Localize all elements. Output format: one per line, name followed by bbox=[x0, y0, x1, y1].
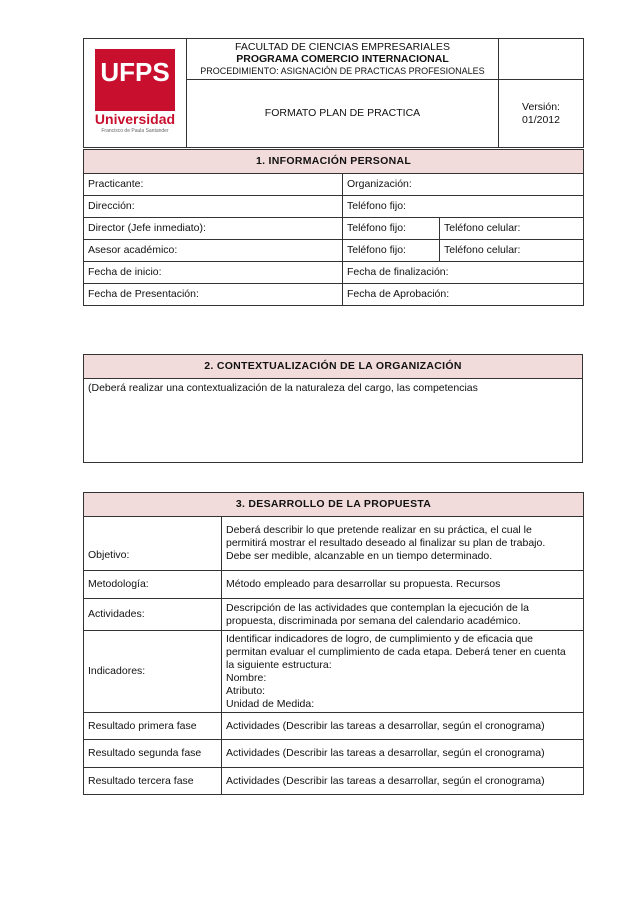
proposal-row-content[interactable] bbox=[222, 599, 584, 631]
program-name: PROGRAMA COMERCIO INTERNACIONAL bbox=[236, 53, 449, 65]
header-titles bbox=[187, 39, 499, 80]
header-blank-cell bbox=[499, 39, 584, 80]
practicante-field[interactable]: Practicante: bbox=[84, 174, 343, 196]
format-title: FORMATO PLAN DE PRACTICA bbox=[187, 80, 499, 148]
proposal-line: Atributo: bbox=[226, 684, 266, 697]
proposal-row-label: Resultado primera fase bbox=[84, 713, 222, 740]
proposal-row-content[interactable] bbox=[222, 631, 584, 713]
proposal-row bbox=[84, 599, 584, 631]
proposal-row bbox=[84, 713, 584, 740]
proposal-row-content[interactable] bbox=[222, 740, 584, 768]
fecha-presentacion-field[interactable]: Fecha de Presentación: bbox=[84, 284, 343, 306]
proposal-row-label: Actividades: bbox=[84, 599, 222, 631]
proposal-row-label: Objetivo: bbox=[84, 517, 222, 571]
proposal-row-label: Resultado tercera fase bbox=[84, 768, 222, 795]
director-field[interactable]: Director (Jefe inmediato): bbox=[84, 218, 343, 240]
proposal-line: Descripción de las actividades que contemplan la ejecución de la bbox=[226, 601, 529, 614]
asesor-telefono-fijo-field[interactable]: Teléfono fijo: bbox=[343, 240, 440, 262]
proposal-line: Método empleado para desarrollar su propuesta. Recursos bbox=[226, 578, 501, 590]
section2-title: 2. CONTEXTUALIZACIÓN DE LA ORGANIZACIÓN bbox=[84, 355, 583, 379]
faculty-name: FACULTAD DE CIENCIAS EMPRESARIALES bbox=[235, 41, 450, 53]
proposal-row bbox=[84, 517, 584, 571]
section1-title: 1. INFORMACIÓN PERSONAL bbox=[84, 150, 584, 174]
proposal-line: Deberá describir lo que pretende realizar en su práctica, el cual le bbox=[226, 524, 532, 536]
proposal-line: Nombre: bbox=[226, 671, 267, 684]
proposal-row bbox=[84, 740, 584, 768]
university-logo bbox=[91, 47, 179, 135]
logo-word: Universidad bbox=[94, 111, 176, 127]
section-context bbox=[83, 354, 583, 463]
director-telefono-fijo-field[interactable]: Teléfono fijo: bbox=[343, 218, 440, 240]
organizacion-field[interactable]: Organización: bbox=[343, 174, 584, 196]
proposal-line: Debe ser medible, alcanzable en un tiempo determinado. bbox=[226, 550, 493, 562]
asesor-field[interactable]: Asesor académico: bbox=[84, 240, 343, 262]
proposal-row-label: Metodología: bbox=[84, 571, 222, 599]
proposal-line: permitirá mostrar el resultado deseado al finalizar su plan de trabajo. bbox=[226, 537, 546, 549]
document-header bbox=[83, 38, 584, 148]
proposal-row bbox=[84, 631, 584, 713]
director-telefono-celular-field[interactable]: Teléfono celular: bbox=[440, 218, 584, 240]
version-cell bbox=[499, 80, 584, 148]
procedure-name: PROCEDIMIENTO: ASIGNACIÓN DE PRACTICAS PROFESIONALES bbox=[200, 66, 485, 76]
asesor-telefono-celular-field[interactable]: Teléfono celular: bbox=[440, 240, 584, 262]
fecha-inicio-field[interactable]: Fecha de inicio: bbox=[84, 262, 343, 284]
version-value: 01/2012 bbox=[522, 113, 560, 126]
logo-cell bbox=[84, 39, 187, 148]
version-label: Versión: bbox=[522, 100, 560, 113]
proposal-row bbox=[84, 571, 584, 599]
direccion-field[interactable]: Dirección: bbox=[84, 196, 343, 218]
proposal-line: propuesta, discriminada por semana del calendario académico. bbox=[226, 614, 521, 627]
proposal-row-label: Resultado segunda fase bbox=[84, 740, 222, 768]
logo-subtitle: Francisco de Paula Santander bbox=[101, 128, 169, 134]
section-proposal bbox=[83, 492, 584, 795]
section3-title: 3. DESARROLLO DE LA PROPUESTA bbox=[84, 493, 584, 517]
proposal-line: Identificar indicadores de logro, de cumplimiento y de eficacia que bbox=[226, 632, 534, 645]
proposal-line: Actividades (Describir las tareas a desarrollar, según el cronograma) bbox=[226, 774, 545, 787]
fecha-finalizacion-field[interactable]: Fecha de finalización: bbox=[343, 262, 584, 284]
context-textarea[interactable]: (Deberá realizar una contextualización de la naturaleza del cargo, las competencias bbox=[84, 379, 583, 463]
proposal-row bbox=[84, 768, 584, 795]
proposal-line: permitan evaluar el cumplimiento de cada etapa. Deberá tener en cuenta bbox=[226, 645, 566, 658]
proposal-row-content[interactable] bbox=[222, 571, 584, 599]
proposal-row-content[interactable] bbox=[222, 713, 584, 740]
section-personal-info bbox=[83, 149, 584, 306]
proposal-line: Unidad de Medida: bbox=[226, 697, 315, 710]
fecha-aprobacion-field[interactable]: Fecha de Aprobación: bbox=[343, 284, 584, 306]
proposal-line: Actividades (Describir las tareas a desarrollar, según el cronograma) bbox=[226, 747, 545, 759]
proposal-row-content[interactable] bbox=[222, 768, 584, 795]
proposal-row-content[interactable] bbox=[222, 517, 584, 571]
proposal-line: Actividades (Describir las tareas a desarrollar, según el cronograma) bbox=[226, 719, 545, 732]
proposal-line: la siguiente estructura: bbox=[226, 658, 332, 671]
telefono-fijo-field[interactable]: Teléfono fijo: bbox=[343, 196, 584, 218]
logo-letters-top: UFPS bbox=[100, 57, 170, 87]
proposal-row-label: Indicadores: bbox=[84, 631, 222, 713]
